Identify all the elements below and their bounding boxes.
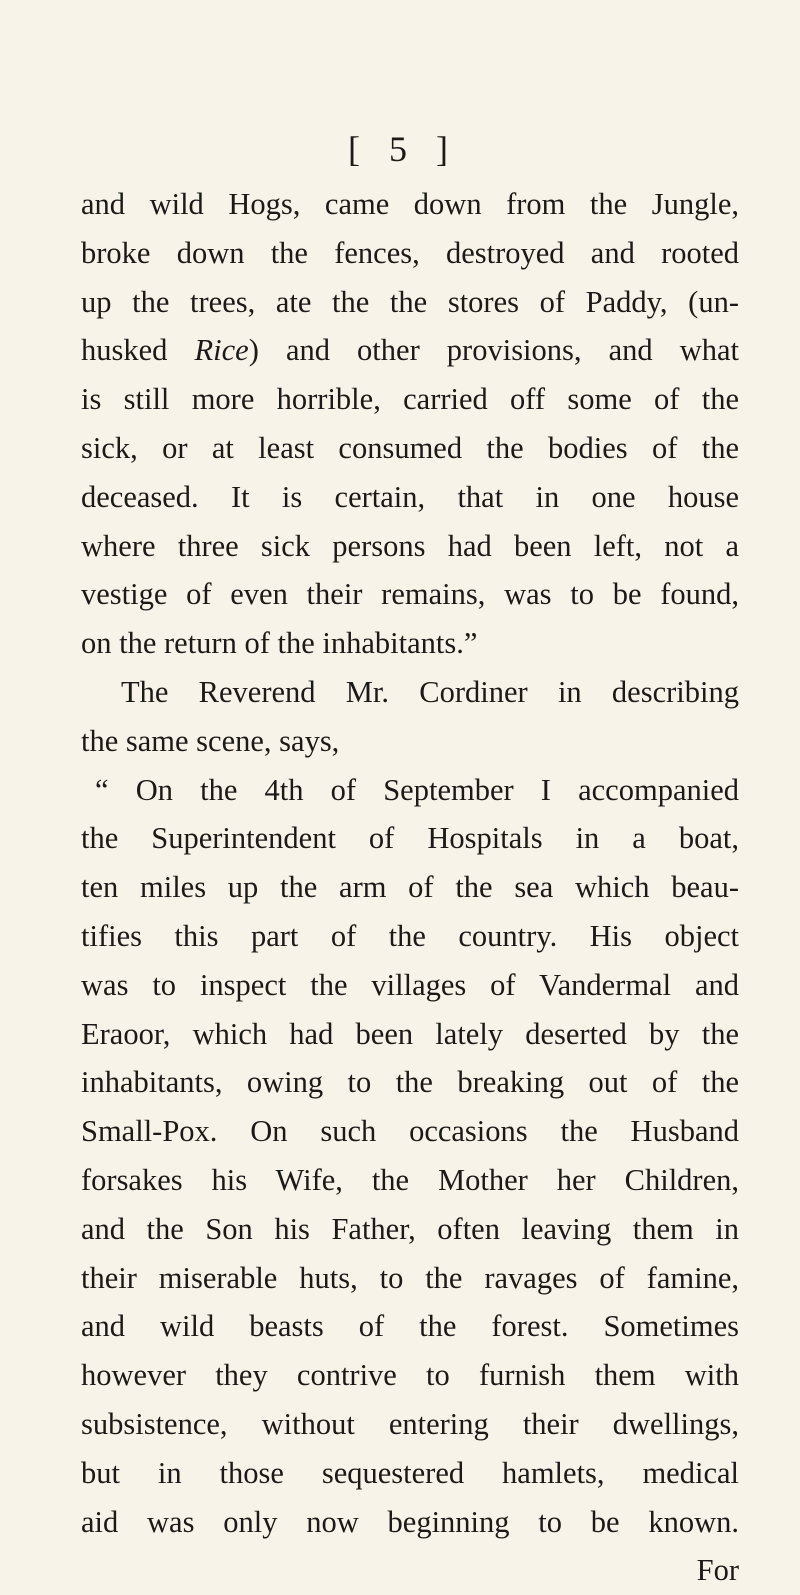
text-line: Small-Pox. On such occasions the Husband <box>81 1114 739 1149</box>
page-number: [ 5 ] <box>348 129 458 169</box>
text-line: up the trees, ate the the stores of Paddy, (un- <box>81 284 739 319</box>
text-line: Eraoor, which had been lately deserted by the <box>81 1016 739 1051</box>
text-line: forsakes his Wife, the Mother her Children, <box>81 1162 739 1197</box>
text-line: where three sick persons had been left, not a <box>81 528 739 563</box>
text-segment: ) and other provisions, and what <box>248 333 740 368</box>
text-line: their miserable huts, to the ravages of famine, <box>81 1260 739 1295</box>
text-line: tifies this part of the country. His object <box>81 918 739 953</box>
text-line: and the Son his Father, often leaving them in <box>81 1211 739 1246</box>
text-line: was to inspect the villages of Vandermal and <box>81 967 739 1002</box>
text-line: The Reverend Mr. Cordiner in describing <box>121 674 739 709</box>
text-line: but in those sequestered hamlets, medical <box>81 1455 739 1490</box>
text-line <box>81 326 739 375</box>
text-line: deceased. It is certain, that in one house <box>81 479 739 514</box>
text-line: sick, or at least consumed the bodies of the <box>81 430 739 465</box>
text-line: and wild beasts of the forest. Sometimes <box>81 1309 739 1344</box>
text-line: and wild Hogs, came down from the Jungle, <box>81 187 739 221</box>
text-line: inhabitants, owing to the breaking out of the <box>81 1065 739 1100</box>
catchword: For <box>696 1553 739 1588</box>
italic-word: Rice <box>194 333 249 368</box>
text-line: broke down the fences, destroyed and rooted <box>81 235 739 270</box>
text-line: vestige of even their remains, was to be found, <box>81 577 739 612</box>
text-line: the Superintendent of Hospitals in a boat, <box>81 821 739 856</box>
text-line: is still more horrible, carried off some of the <box>81 382 739 417</box>
text-line: aid was only now beginning to be known. <box>81 1504 739 1539</box>
text-line: ten miles up the arm of the sea which beau- <box>81 870 739 905</box>
text-line: the same scene, says, <box>81 723 340 758</box>
text-segment: husked <box>81 333 168 368</box>
text-line: subsistence, without entering their dwellings, <box>81 1406 739 1441</box>
text-line: “ On the 4th of September I accompanied <box>95 772 739 807</box>
body-text <box>81 180 739 1595</box>
text-line: on the return of the inhabitants.” <box>81 626 478 661</box>
text-line: however they contrive to furnish them with <box>81 1358 739 1393</box>
